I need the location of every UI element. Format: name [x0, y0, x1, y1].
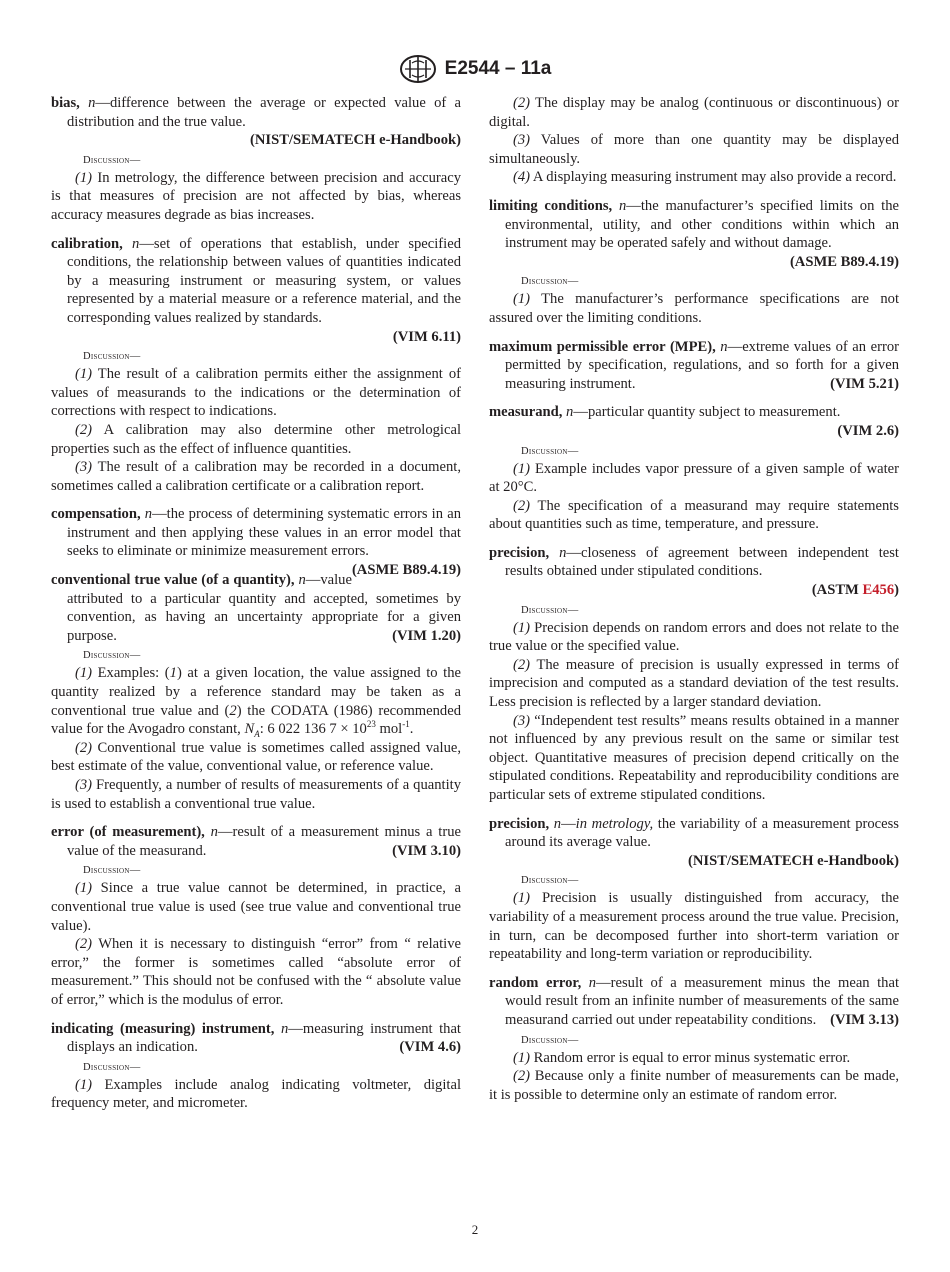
- discussion: [51, 647, 461, 813]
- part-of-speech: n: [280, 1020, 289, 1037]
- definition: —measuring instrument that displays an indication.: [67, 1020, 461, 1056]
- reference-link[interactable]: E456: [862, 582, 895, 599]
- source: (ASTM E456): [811, 582, 899, 599]
- discussion-label: Discussion—: [521, 276, 579, 288]
- entry-compensation: [51, 505, 461, 579]
- entry-limiting-conditions: [489, 197, 899, 253]
- discussion-label: Discussion—: [521, 1034, 579, 1046]
- definition: the variability of a measurement process around its average value.: [505, 815, 899, 851]
- discussion: [51, 152, 461, 225]
- part-of-speech: n: [88, 95, 96, 111]
- part-of-speech: n: [210, 824, 218, 841]
- discussion-label: Discussion—: [521, 445, 579, 457]
- discussion: [489, 273, 899, 327]
- discussion-label: Discussion—: [521, 875, 579, 887]
- discussion-label: Discussion—: [83, 650, 141, 662]
- term: maximum permissible error (MPE),: [489, 338, 716, 355]
- note: (1) Precision depends on random errors and does not relate to the true value or the specified value.: [489, 619, 899, 655]
- discussion-continued: [489, 94, 899, 187]
- note: (2) The measure of precision is usually expressed in terms of imprecision and computed as a standard deviation of the test results. Less precision is reflected by a larger standard deviation.: [489, 656, 899, 711]
- term: precision,: [489, 544, 550, 561]
- note: (2) The specification of a measurand may require statements about quantities such as time, temperature, and pressure.: [489, 497, 899, 533]
- note: (3) “Independent test results” means results obtained in a manner not influenced by any previous result on the same or similar test object. Quantitative measures of precision depend critically on the stipulated conditions. Repeatability and reproducibility conditions are particular sets of extreme stipulated conditions.: [489, 712, 899, 803]
- note: (1) The result of a calibration permits either the assignment of values of measurands to the indications or the determination of corrections with respect to indications.: [51, 366, 461, 420]
- part-of-speech: n: [566, 404, 574, 421]
- term: error (of measurement),: [51, 824, 205, 841]
- note: (3) Values of more than one quantity may be displayed simultaneously.: [489, 132, 899, 167]
- discussion: [489, 872, 899, 963]
- page-header: [0, 52, 950, 86]
- source: (NIST/SEMATECH e-Handbook): [688, 852, 899, 869]
- part-of-speech: n: [144, 506, 153, 523]
- part-of-speech: n: [553, 815, 562, 832]
- source: (VIM 3.10): [392, 842, 461, 859]
- entry-precision: [489, 544, 899, 581]
- entry-calibration: [51, 235, 461, 328]
- note: (2) A calibration may also determine other metrological properties such as the effect of influence quantities.: [51, 421, 461, 457]
- note: (1) Example includes vapor pressure of a given sample of water at 20°C.: [489, 460, 899, 496]
- source: (ASME B89.4.19): [351, 562, 461, 579]
- source: (ASME B89.4.19): [789, 253, 899, 270]
- definition: —particular quantity subject to measurement.: [573, 404, 841, 421]
- discussion-label: Discussion—: [83, 1061, 141, 1073]
- source: (VIM 6.11): [392, 328, 461, 345]
- astm-logo-icon: [399, 54, 437, 84]
- entry-bias: [51, 94, 461, 131]
- definition: —the manufacturer’s specified limits on the environmental, utility, and other conditions within which an instrument may be operated safely and without damage.: [505, 197, 900, 252]
- definition: —closeness of agreement between independent test results obtained under stipulated conditions.: [505, 544, 899, 580]
- note: (1) Precision is usually distinguished from accuracy, the variability of a measurement process around the true value. Precision, in turn, can be decomposed further into short-term variation or repeatability and long-term variation or reproducibility.: [489, 890, 899, 963]
- source: (VIM 4.6): [399, 1039, 461, 1056]
- discussion-label: Discussion—: [83, 865, 141, 877]
- part-of-speech: n: [720, 338, 728, 355]
- entry-conventional-true-value: [51, 571, 461, 645]
- discussion-label: Discussion—: [83, 154, 141, 166]
- term: random error,: [489, 974, 582, 991]
- part-of-speech: n: [588, 974, 597, 991]
- discussion: [51, 348, 461, 495]
- definition: —result of a measurement minus the mean that would result from an infinite number of measurements of the same measurand carried out under repeatability conditions.: [505, 974, 899, 1028]
- term: calibration,: [51, 235, 123, 252]
- note: (3) Frequently, a number of results of measurements of a quantity is used to establish a conventional true value.: [51, 777, 461, 812]
- context: in metrology,: [575, 815, 654, 832]
- part-of-speech: n: [132, 235, 140, 252]
- term: precision,: [489, 815, 550, 832]
- entry-maximum-permissible-error: [489, 338, 899, 394]
- source: (VIM 5.21): [830, 375, 899, 392]
- discussion-label: Discussion—: [521, 604, 579, 616]
- definition: —difference between the average or expected value of a distribution and the true value.: [67, 95, 461, 130]
- definition: —set of operations that establish, under specified conditions, the relationship between values of quantities indicated by a measuring instrument or measuring system, or values represented by a material measure or a reference material, and the corresponding values realized by standards.: [67, 235, 461, 326]
- discussion: [489, 1032, 899, 1105]
- entry-indicating-instrument: [51, 1020, 461, 1057]
- note: (2) Because only a finite number of measurements can be made, it is possible to determine only an estimate of random error.: [489, 1068, 899, 1103]
- note: (1) Random error is equal to error minus systematic error.: [513, 1049, 851, 1066]
- discussion: [489, 443, 899, 534]
- page-number: 2: [471, 1222, 479, 1237]
- discussion: [489, 602, 899, 805]
- source: (NIST/SEMATECH e-Handbook): [250, 132, 461, 149]
- definition: —value attributed to a particular quantity and accepted, sometimes by convention, as having an uncertainty appropriate for a given purpose.: [67, 572, 461, 644]
- entry-measurand: [489, 403, 899, 422]
- term: bias,: [51, 95, 80, 111]
- part-of-speech: n: [618, 197, 627, 214]
- note: (2) The display may be analog (continuous or discontinuous) or digital.: [489, 95, 899, 130]
- note: (1) Examples include analog indicating voltmeter, digital frequency meter, and micrometer.: [51, 1076, 461, 1112]
- entry-error: [51, 823, 461, 860]
- source: (VIM 3.13): [830, 1011, 899, 1028]
- definition: —result of a measurement minus a true value of the measurand.: [67, 824, 461, 859]
- definition: —the process of determining systematic errors in an instrument and then applying these values in an error model that seeks to eliminate or minimize measurement errors.: [67, 506, 461, 560]
- note: (4) A displaying measuring instrument may also provide a record.: [513, 169, 897, 186]
- term: indicating (measuring) instrument,: [51, 1020, 275, 1037]
- discussion: [51, 1059, 461, 1113]
- term: measurand,: [489, 404, 563, 421]
- discussion-label: Discussion—: [83, 351, 141, 363]
- document-id: E2544 – 11a: [444, 58, 552, 79]
- source: (VIM 2.6): [837, 422, 899, 439]
- discussion: [51, 862, 461, 1009]
- source: (VIM 1.20): [392, 627, 461, 644]
- part-of-speech: n: [298, 572, 306, 589]
- note: (2) Conventional true value is sometimes called assigned value, best estimate of the value, conventional value, or reference value.: [51, 739, 461, 775]
- term: limiting conditions,: [489, 197, 613, 214]
- note: (1) In metrology, the difference between precision and accuracy is that measures of precision are not affected by bias, whereas accuracy measures degrade as bias increases.: [51, 169, 461, 223]
- part-of-speech: n: [559, 544, 567, 561]
- note: (1) Since a true value cannot be determined, in practice, a conventional true value is used (see true value and conventional true value).: [51, 880, 461, 934]
- entry-precision-metrology: precision, n—in metrology, the variability of a measurement process around its average value.: [489, 815, 899, 851]
- note: (1) Examples: (1) at a given location, the value assigned to the quantity realized by a reference standard may be taken as a conventional true value and (2) the CODATA (1986) recommended value for the Avogadro constant, $N_A$: 6 022 136 $7 \times 10^{23}$ mol$^{-1}$.: [51, 665, 461, 740]
- term: conventional true value (of a quantity),: [51, 572, 295, 589]
- note: (3) The result of a calibration may be recorded in a document, sometimes called a calibration certificate or a calibration report.: [51, 459, 461, 494]
- right-column: [489, 94, 899, 1104]
- definition: —extreme values of an error permitted by specification, regulations, and so forth for a given measuring instrument.: [505, 338, 899, 392]
- term: compensation,: [51, 506, 141, 523]
- note: (1) The manufacturer’s performance specifications are not assured over the limiting conditions.: [489, 291, 899, 326]
- left-column: [51, 94, 461, 1113]
- note: (2) When it is necessary to distinguish “error” from “ relative error,” the former is sometimes called “absolute error of measurement.” This should not be confused with the “ absolute value of error,” which is the modulus of error.: [51, 936, 461, 1008]
- entry-random-error: [489, 974, 899, 1030]
